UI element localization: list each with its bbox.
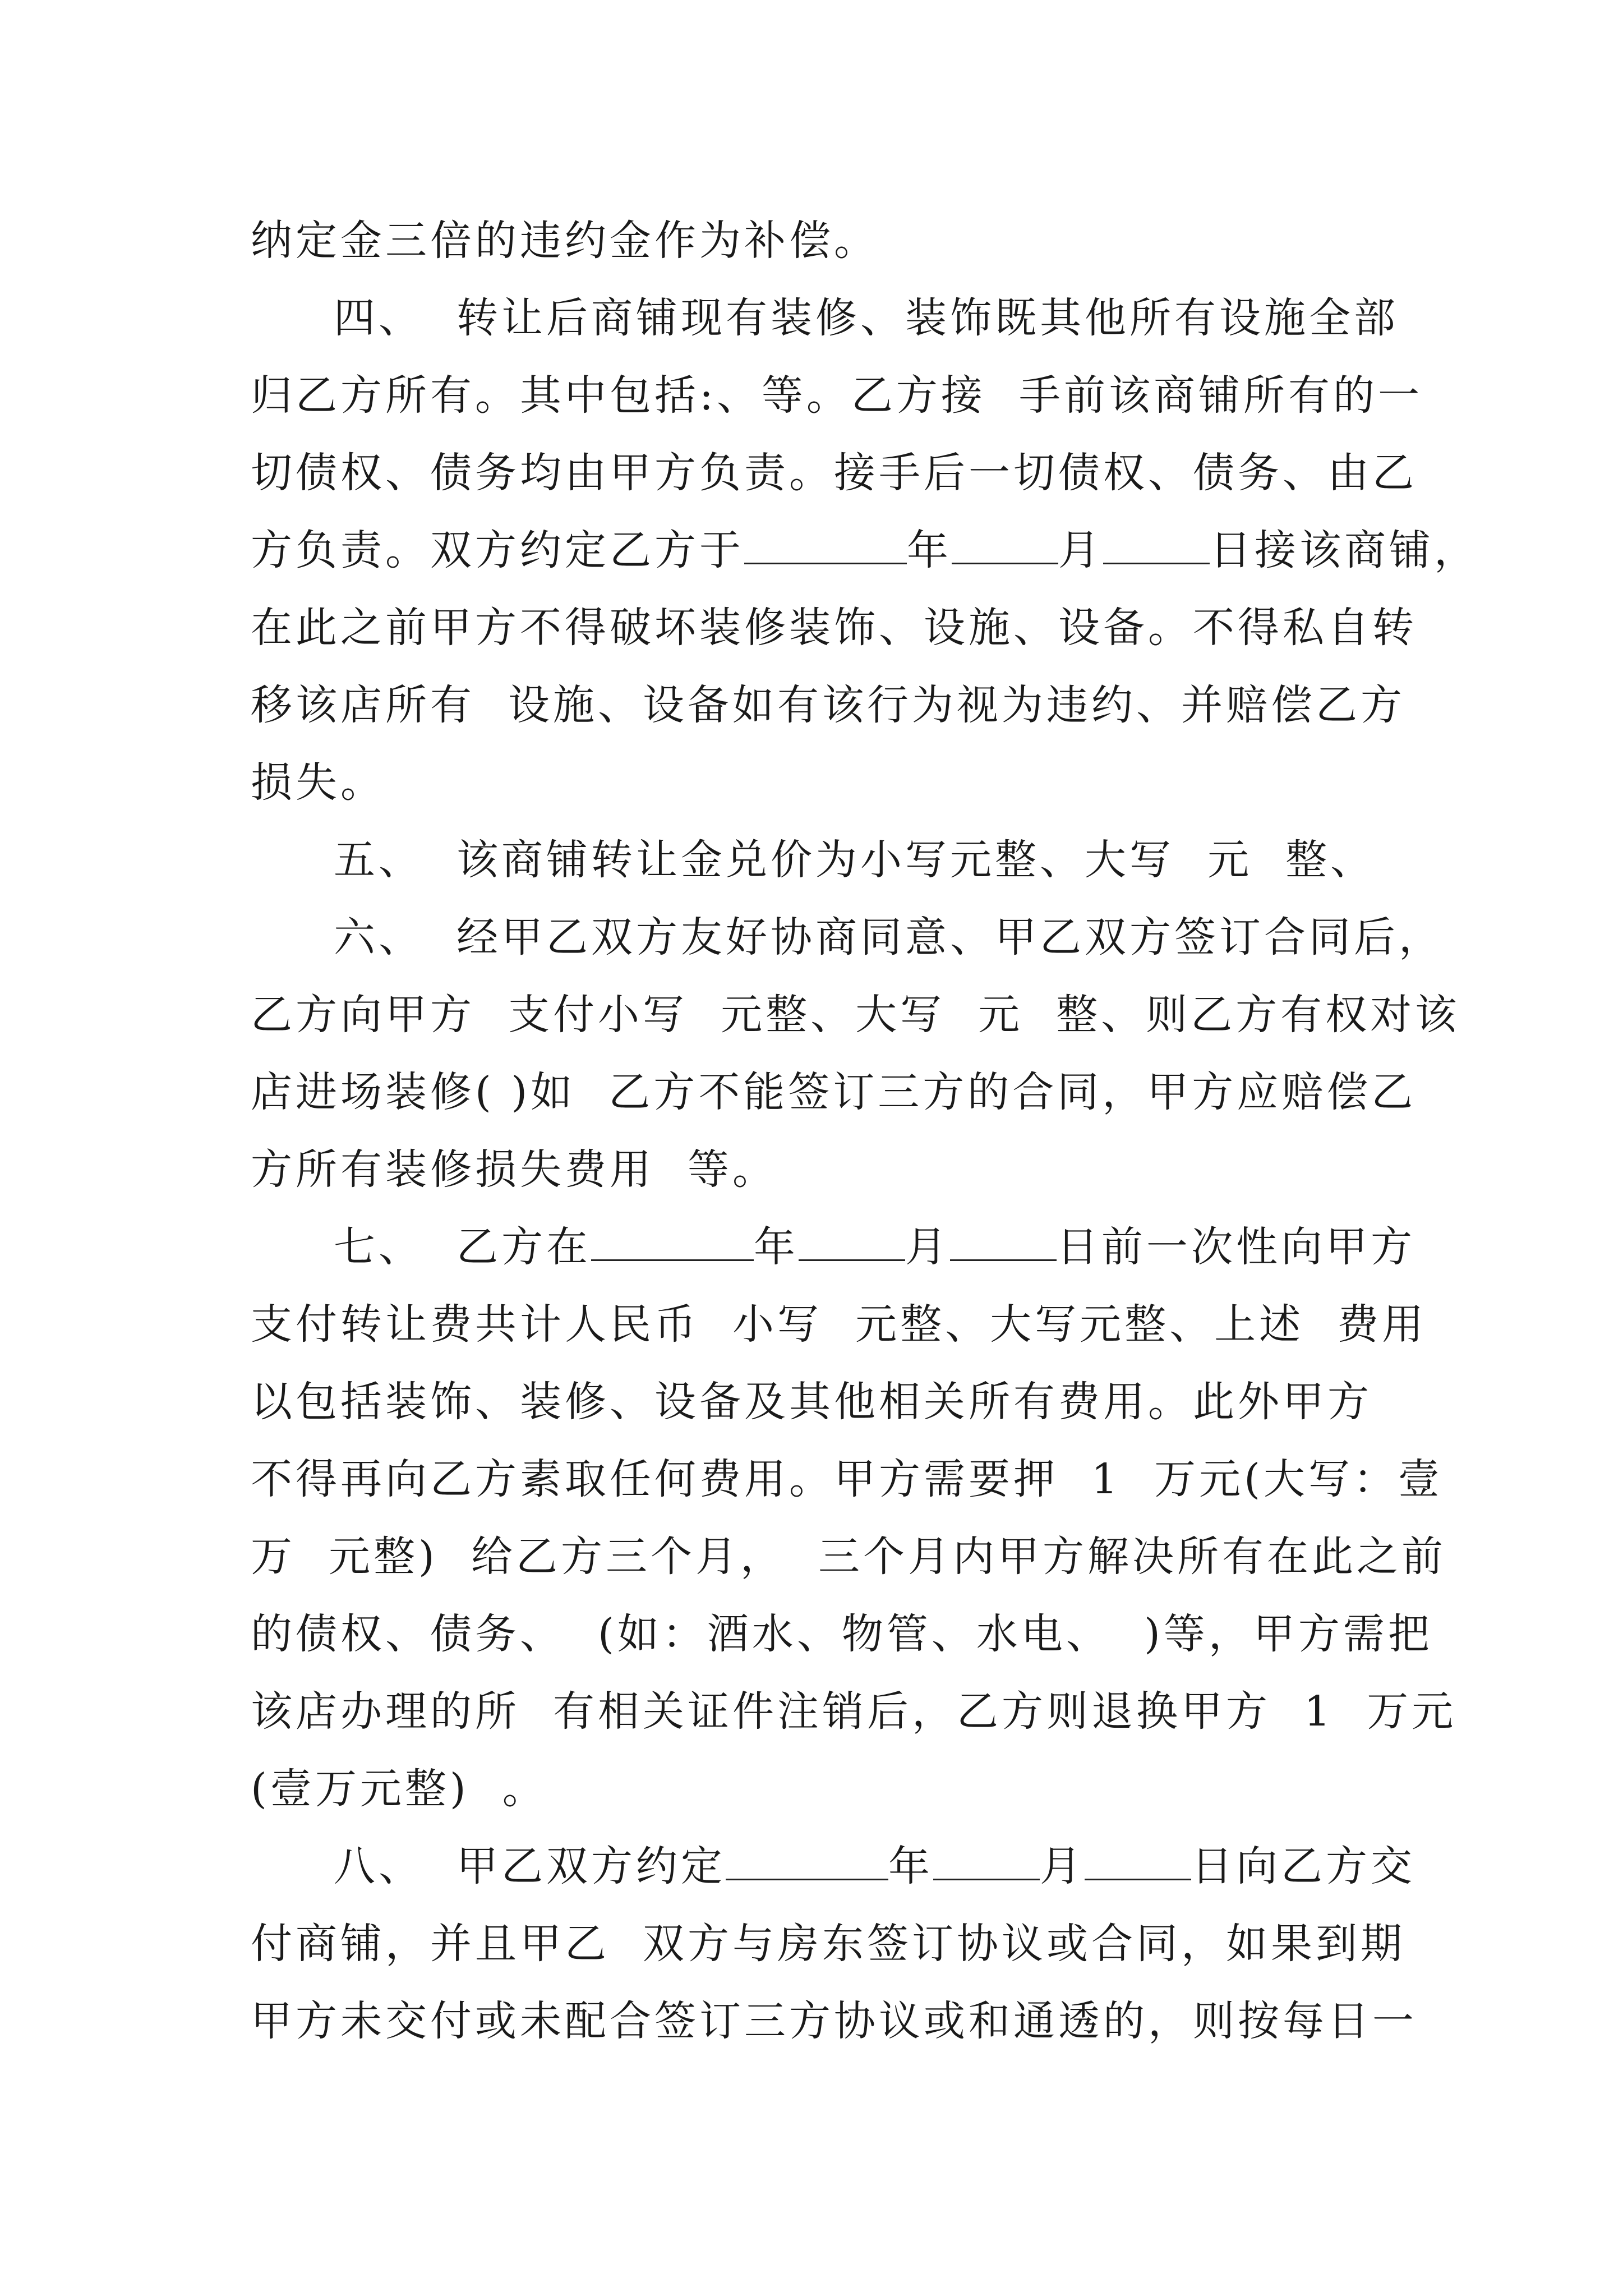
clause-5-line: 五、 该商铺转让金兑价为小写元整、大写 元 整、 bbox=[334, 836, 1376, 884]
text-line: 切债权、债务均由甲方负责。接手后一切债权、债务、由乙 bbox=[251, 449, 1417, 497]
text-line: 不得再向乙方素取任何费用。甲方需要押 1 万元(大写：壹 bbox=[251, 1455, 1444, 1503]
text-segment: 月 bbox=[1040, 1842, 1085, 1890]
clause-7-line bbox=[251, 1208, 1416, 1286]
text-segment: 日向乙方交 bbox=[1191, 1842, 1416, 1890]
clause-6-line: 六、 经甲乙双方友好协商同意、甲乙双方签订合同后， bbox=[334, 913, 1444, 961]
text-segment: 年 bbox=[754, 1223, 799, 1271]
contract-text bbox=[251, 202, 1479, 2060]
text-line: 该店办理的所 有相关证件注销后，乙方则退换甲方 1 万元 bbox=[251, 1687, 1457, 1736]
text-line: 损失。 bbox=[251, 758, 385, 807]
year-blank bbox=[744, 530, 907, 564]
text-segment: 年 bbox=[888, 1842, 934, 1890]
text-line: 乙方向甲方 支付小写 元整、大写 元 整、则乙方有权对该 bbox=[251, 991, 1460, 1039]
month-blank bbox=[799, 1227, 905, 1261]
year-blank bbox=[591, 1227, 754, 1261]
day-blank bbox=[950, 1227, 1057, 1261]
text-line: 店进场装修( )如 乙方不能签订三方的合同，甲方应赔偿乙 bbox=[251, 1068, 1417, 1116]
text-segment: 日前一次性向甲方 bbox=[1057, 1223, 1416, 1271]
text-line: 付商铺，并且甲乙 双方与房东签订协议或合同，如果到期 bbox=[251, 1920, 1406, 1968]
text-line: (壹万元整) 。 bbox=[251, 1765, 547, 1813]
clause-4-line: 四、 转让后商铺现有装修、装饰既其他所有设施全部 bbox=[334, 294, 1399, 342]
text-segment: 年 bbox=[907, 526, 952, 574]
text-line: 以包括装饰、装修、设备及其他相关所有费用。此外甲方 bbox=[251, 1378, 1372, 1426]
text-segment: 月 bbox=[905, 1223, 951, 1271]
text-line-with-date-blanks bbox=[251, 512, 1479, 589]
month-blank bbox=[952, 530, 1058, 564]
text-line: 归乙方所有。其中包括:、等。乙方接 手前该商铺所有的一 bbox=[251, 371, 1423, 420]
text-segment: 七、 乙方在 bbox=[334, 1223, 592, 1271]
year-blank bbox=[726, 1846, 888, 1880]
text-line: 纳定金三倍的违约金作为补偿。 bbox=[251, 217, 879, 265]
text-line: 在此之前甲方不得破坏装修装饰、设施、设备。不得私自转 bbox=[251, 604, 1417, 652]
month-blank bbox=[933, 1846, 1040, 1880]
clause-8-line bbox=[251, 1828, 1416, 1905]
text-line: 方所有装修损失费用 等。 bbox=[251, 1145, 778, 1194]
text-segment: 八、 甲乙双方约定 bbox=[334, 1842, 726, 1890]
text-line: 万 元整) 给乙方三个月， 三个月内甲方解决所有在此之前 bbox=[251, 1533, 1447, 1581]
day-blank bbox=[1085, 1846, 1191, 1880]
text-line: 移该店所有 设施、设备如有该行为视为违约、并赔偿乙方 bbox=[251, 681, 1406, 729]
day-blank bbox=[1103, 530, 1210, 564]
text-segment: 日接该商铺， bbox=[1210, 526, 1479, 574]
text-line: 支付转让费共计人民币 小写 元整、大写元整、上述 费用 bbox=[251, 1300, 1427, 1349]
text-line: 的债权、债务、 (如：酒水、物管、水电、 )等，甲方需把 bbox=[251, 1610, 1433, 1658]
text-line: 甲方未交付或未配合签订三方协议或和通透的，则按每日一 bbox=[251, 1997, 1417, 2045]
text-segment: 月 bbox=[1058, 526, 1103, 574]
text-segment: 方负责。双方约定乙方于 bbox=[251, 526, 744, 574]
